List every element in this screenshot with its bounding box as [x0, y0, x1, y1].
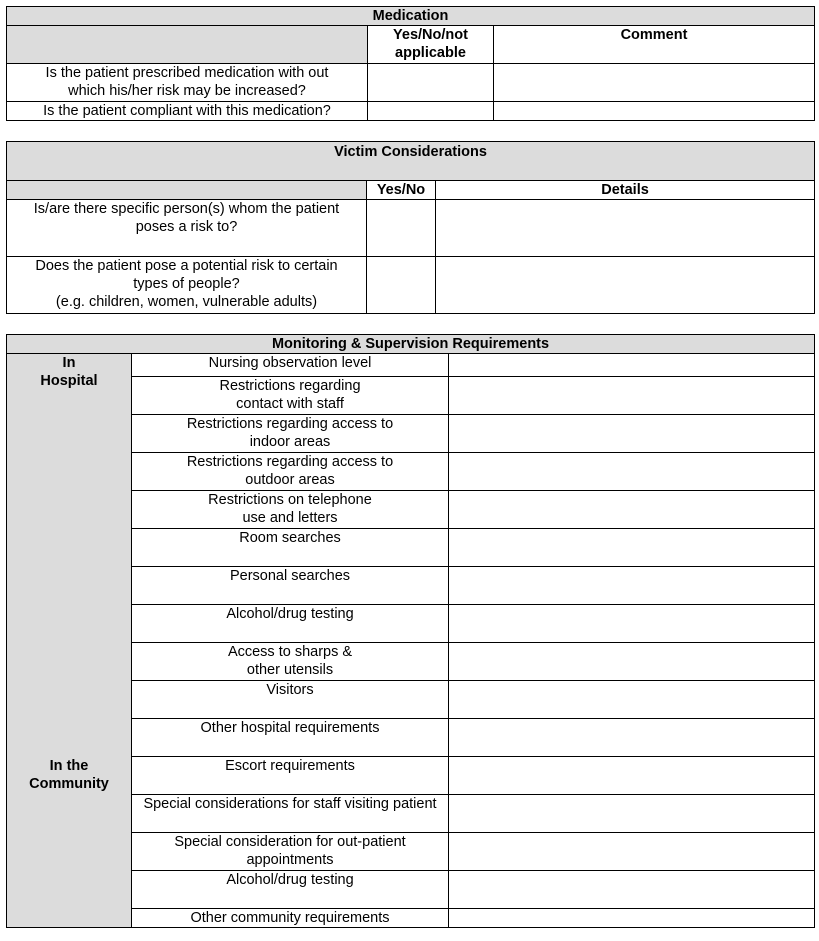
medication-question-header [7, 26, 368, 64]
requirement-field[interactable] [449, 909, 815, 928]
victim-answer-field[interactable] [367, 200, 436, 257]
medication-comment-field[interactable] [494, 64, 815, 102]
requirement-label: Other hospital requirements [132, 719, 449, 757]
victim-title: Victim Considerations [7, 142, 815, 181]
requirement-label: Restrictions on telephone use and letters [132, 491, 449, 529]
requirement-label: Alcohol/drug testing [132, 871, 449, 909]
requirement-field[interactable] [449, 605, 815, 643]
victim-answer-field[interactable] [367, 257, 436, 314]
requirement-label: Restrictions regarding contact with staff [132, 377, 449, 415]
medication-answer-field[interactable] [368, 64, 494, 102]
requirement-label: Special consideration for out-patient appointments [132, 833, 449, 871]
victim-question [7, 257, 367, 314]
section-in-community [7, 757, 132, 928]
requirement-field[interactable] [449, 757, 815, 795]
victim-question: Is/are there specific person(s) whom the patient poses a risk to? [7, 200, 367, 257]
requirement-field[interactable] [449, 643, 815, 681]
section-in-hospital [7, 354, 132, 757]
requirement-label: Visitors [132, 681, 449, 719]
requirement-field[interactable] [449, 567, 815, 605]
medication-table [6, 6, 815, 121]
medication-answer-field[interactable] [368, 102, 494, 121]
victim-table [6, 141, 815, 314]
monitoring-title: Monitoring & Supervision Requirements [7, 335, 815, 354]
victim-question-example: (e.g. children, women, vulnerable adults) [55, 294, 318, 310]
requirement-field[interactable] [449, 491, 815, 529]
requirement-label: Restrictions regarding access to outdoor areas [132, 453, 449, 491]
requirement-field[interactable] [449, 529, 815, 567]
victim-question-header [7, 181, 367, 200]
medication-title: Medication [7, 7, 815, 26]
requirement-label: Room searches [132, 529, 449, 567]
requirement-label: Personal searches [132, 567, 449, 605]
requirement-field[interactable] [449, 377, 815, 415]
requirement-field[interactable] [449, 453, 815, 491]
requirement-field[interactable] [449, 415, 815, 453]
medication-col-yes: Yes/No/not applicable [368, 26, 494, 64]
requirement-field[interactable] [449, 719, 815, 757]
requirement-label: Access to sharps & other utensils [132, 643, 449, 681]
victim-col-yes: Yes/No [367, 181, 436, 200]
requirement-label: Special considerations for staff visiting patient [132, 795, 449, 833]
requirement-label: Restrictions regarding access to indoor areas [132, 415, 449, 453]
medication-question: Is the patient compliant with this medication? [7, 102, 368, 121]
requirement-label: Nursing observation level [132, 354, 449, 377]
section-in-community-label: In the Community [29, 757, 109, 792]
medication-col-comment: Comment [494, 26, 815, 64]
medication-question: Is the patient prescribed medication with out which his/her risk may be increased? [7, 64, 368, 102]
victim-details-field[interactable] [436, 200, 815, 257]
victim-details-field[interactable] [436, 257, 815, 314]
victim-col-details: Details [436, 181, 815, 200]
requirement-label: Escort requirements [132, 757, 449, 795]
monitoring-table [6, 334, 815, 928]
requirement-field[interactable] [449, 354, 815, 377]
requirement-label: Other community requirements [132, 909, 449, 928]
requirement-field[interactable] [449, 833, 815, 871]
requirement-field[interactable] [449, 871, 815, 909]
section-in-hospital-label: In Hospital [40, 355, 98, 389]
medication-comment-field[interactable] [494, 102, 815, 121]
victim-question-line: Does the patient pose a potential risk to certain types of people? [35, 258, 338, 292]
requirement-field[interactable] [449, 795, 815, 833]
requirement-label: Alcohol/drug testing [132, 605, 449, 643]
requirement-field[interactable] [449, 681, 815, 719]
